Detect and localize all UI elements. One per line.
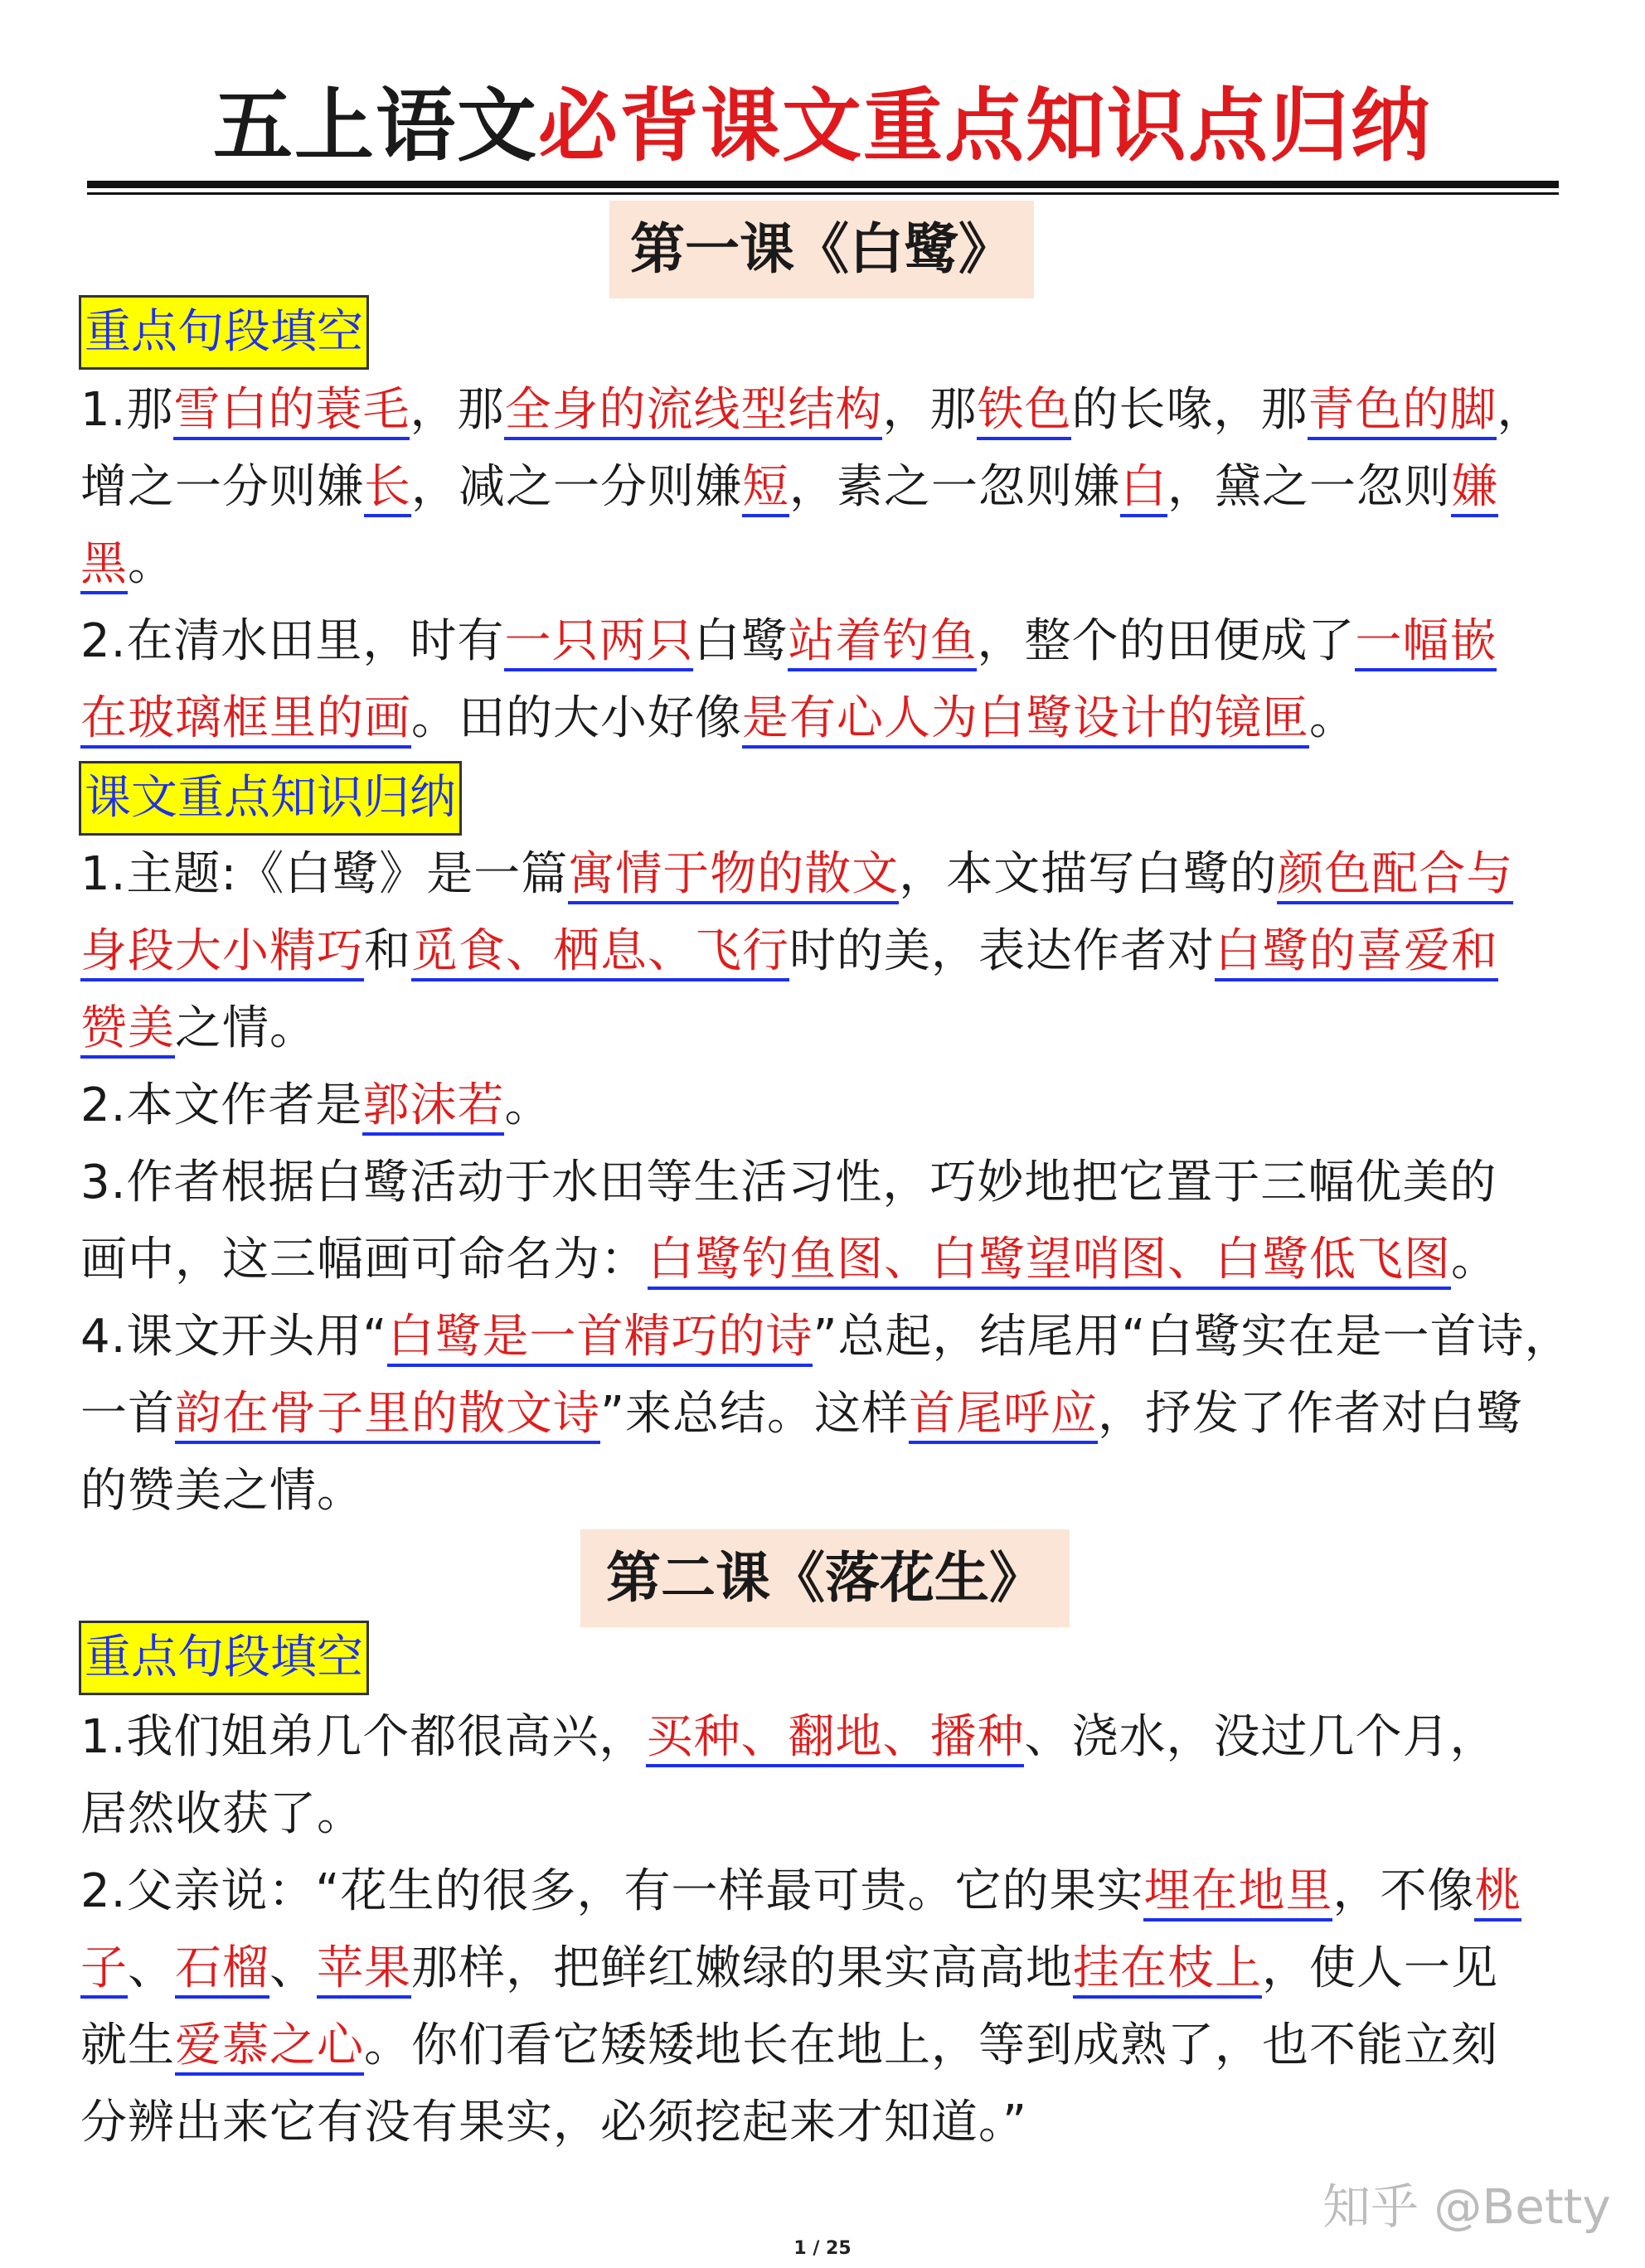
lesson2-sentence-line: 子、石榴、苹果那样，把鲜红嫩绿的果实高高地挂在枝上，使人一见 <box>80 1940 1498 1998</box>
title-rule-thin <box>87 192 1559 195</box>
lesson1-knowledge-line: 身段大小精巧和觅食、栖息、飞行时的美，表达作者对白鹭的喜爱和 <box>80 923 1498 981</box>
lesson1-knowledge-line: 一首韵在骨子里的散文诗”来总结。这样首尾呼应，抒发了作者对白鹭 <box>80 1385 1523 1443</box>
lesson1-tag-knowledge: 课文重点知识归纳 <box>79 761 462 836</box>
lesson1-sentence-line: 在玻璃框里的画。田的大小好像是有心人为白鹭设计的镜匣。 <box>80 690 1356 748</box>
lesson1-tag-key-sentences: 重点句段填空 <box>79 295 369 370</box>
watermark: 知乎 @Betty <box>1322 2178 1611 2235</box>
lesson2-sentence-line: 就生爱慕之心。你们看它矮矮地长在地上，等到成熟了，也不能立刻 <box>80 2017 1498 2075</box>
lesson1-knowledge-line: 的赞美之情。 <box>80 1464 364 1518</box>
title-rule-thick <box>87 181 1559 188</box>
page-number: 1 / 25 <box>793 2238 852 2259</box>
lesson1-knowledge-line: 赞美之情。 <box>80 1000 317 1058</box>
lesson1-sentence-line: 2.在清水田里，时有一只两只白鹭站着钓鱼，整个的田便成了一幅嵌 <box>80 613 1497 671</box>
lesson2-sentence-line: 1.我们姐弟几个都很高兴，买种、翻地、播种、浇水，没过几个月， <box>80 1708 1497 1766</box>
title-red: 必背课文重点知识点归纳 <box>538 80 1432 172</box>
page-title <box>0 79 1645 174</box>
lesson2-sentence-line: 分辨出来它有没有果实，必须挖起来才知道。” <box>80 2096 1028 2149</box>
lesson1-knowledge-line: 画中，这三幅画可命名为：白鹭钓鱼图、白鹭望哨图、白鹭低飞图。 <box>80 1231 1498 1289</box>
lesson1-knowledge-line: 1.主题:《白鹭》是一篇寓情于物的散文，本文描写白鹭的颜色配合与 <box>80 846 1513 904</box>
lesson1-knowledge-line: 3.作者根据白鹭活动于水田等生活习性，巧妙地把它置于三幅优美的 <box>80 1156 1497 1209</box>
lesson2-heading: 第二课《落花生》 <box>580 1529 1070 1627</box>
lesson1-sentence-line: 增之一分则嫌长，减之一分则嫌短，素之一忽则嫌白，黛之一忽则嫌 <box>80 458 1498 516</box>
lesson2-tag-key-sentences: 重点句段填空 <box>79 1621 369 1695</box>
lesson2-sentence-line: 居然收获了。 <box>80 1787 364 1841</box>
lesson1-sentence-line: 黑。 <box>80 536 175 594</box>
lesson1-knowledge-line: 2.本文作者是郭沫若。 <box>80 1077 551 1135</box>
lesson2-sentence-line: 2.父亲说：“花生的很多，有一样最可贵。它的果实埋在地里，不像桃 <box>80 1863 1521 1921</box>
lesson1-sentence-line: 1.那雪白的蓑毛，那全身的流线型结构，那铁色的长喙，那青色的脚， <box>80 381 1544 439</box>
lesson1-knowledge-line: 4.课文开头用“白鹭是一首精巧的诗”总起，结尾用“白鹭实在是一首诗， <box>80 1308 1571 1366</box>
title-black: 五上语文 <box>213 80 538 172</box>
lesson1-heading: 第一课《白鹭》 <box>609 201 1034 298</box>
